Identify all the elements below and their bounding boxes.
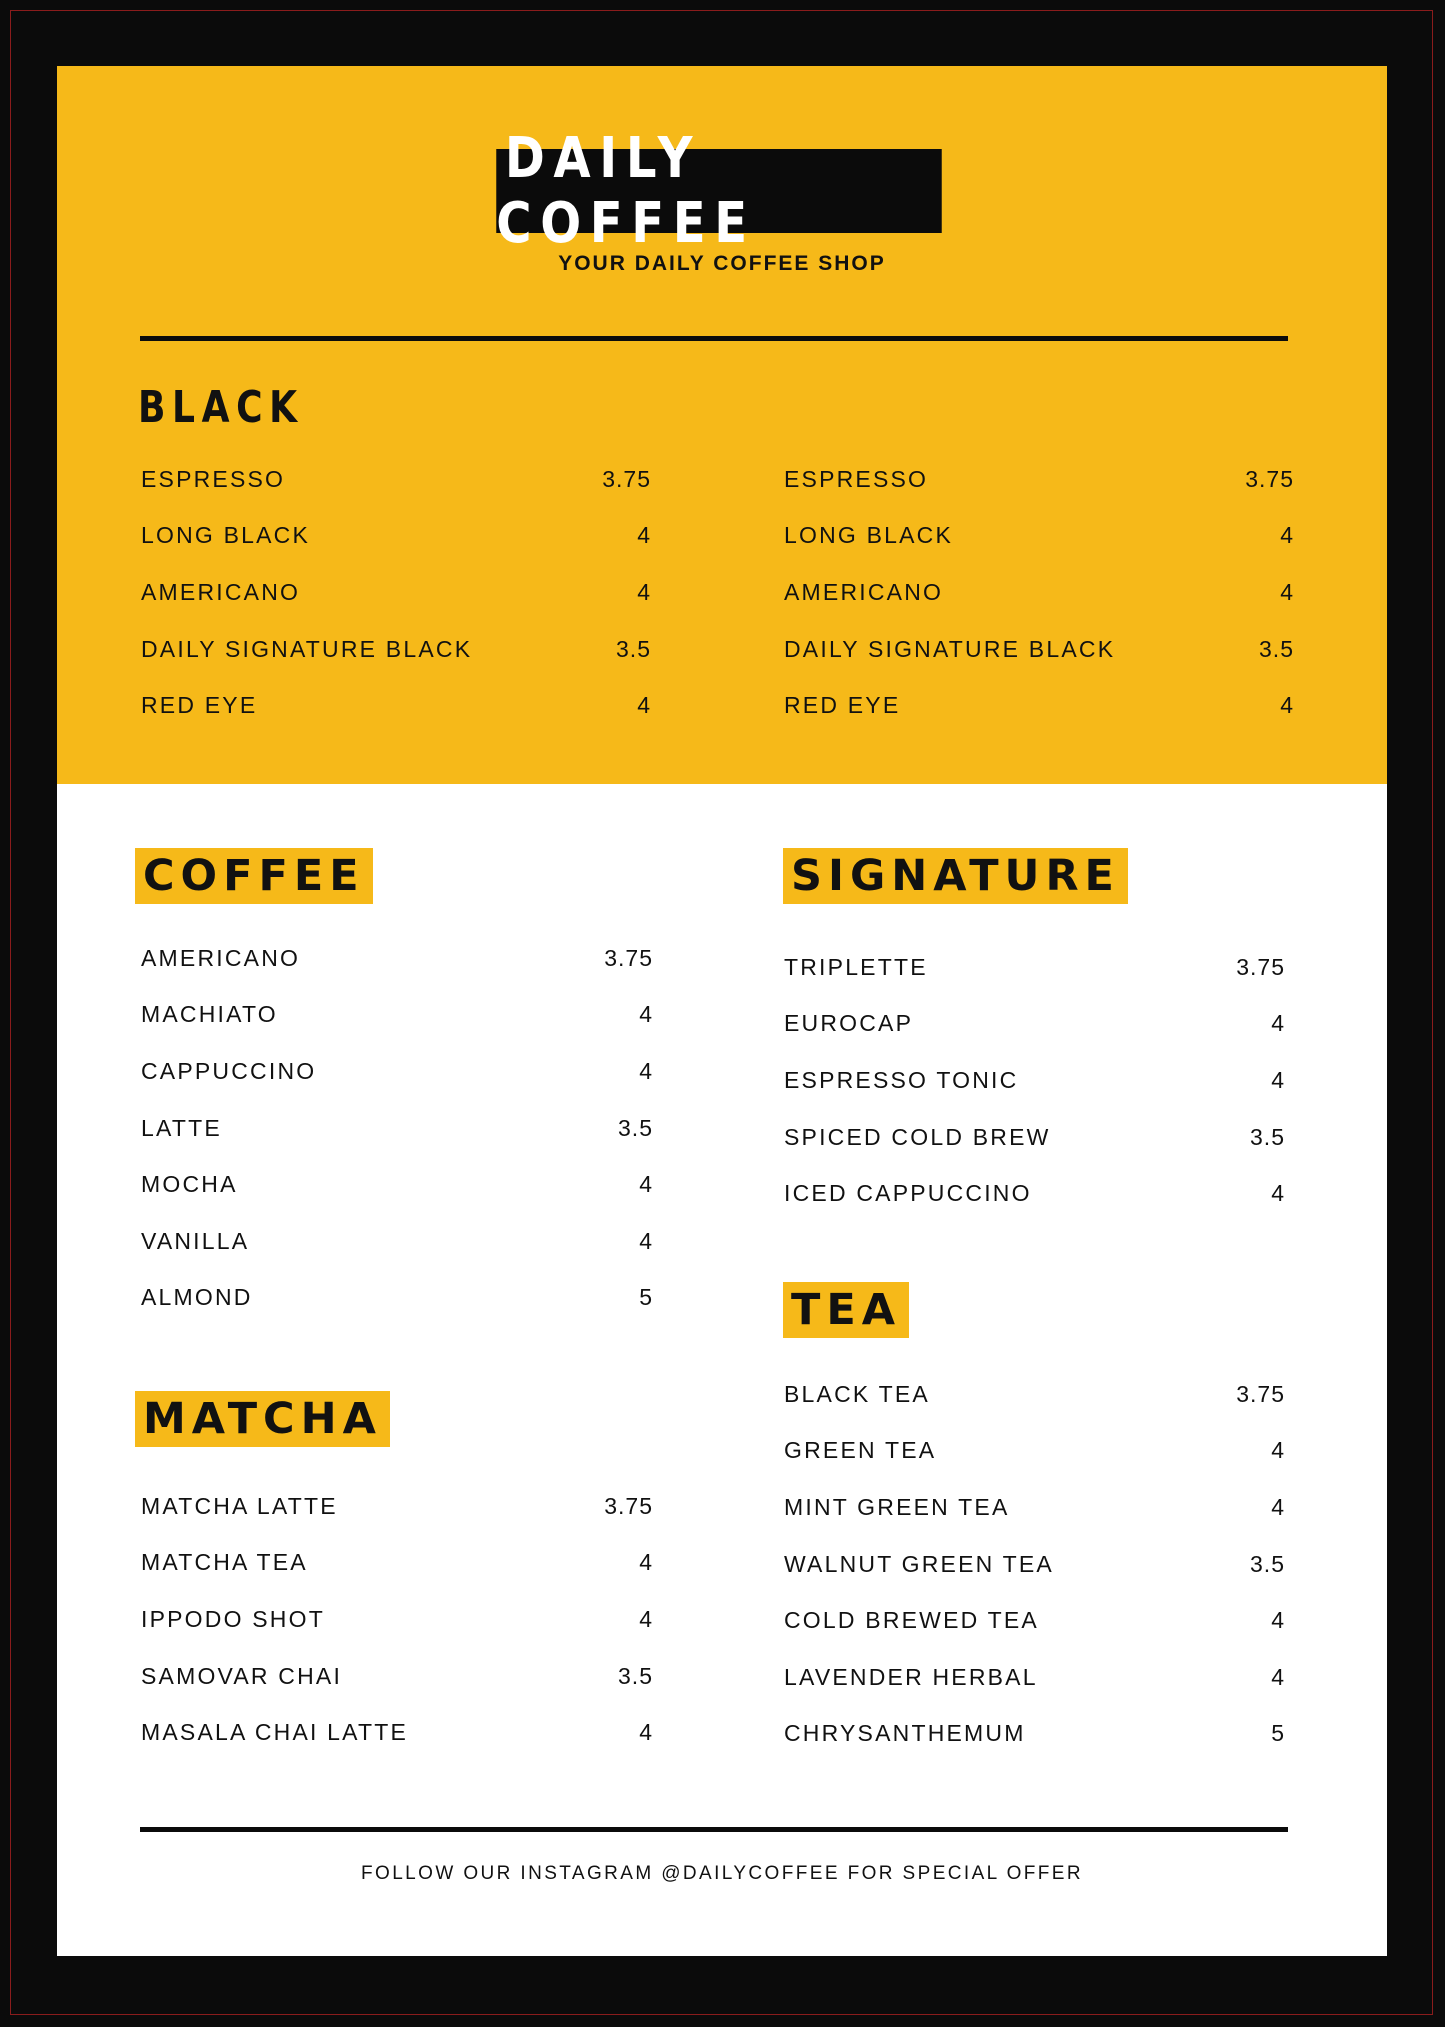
menu-item-name: SAMOVAR CHAI — [141, 1662, 343, 1689]
menu-item-price: 4 — [639, 1227, 653, 1254]
menu-item-price: 4 — [639, 1605, 653, 1632]
menu-item-price: 4 — [639, 1549, 653, 1576]
section-heading-tea: TEA — [791, 1284, 901, 1335]
menu-item-name: VANILLA — [141, 1227, 250, 1254]
menu-item-name: MATCHA LATTE — [141, 1492, 338, 1519]
menu-item — [141, 1213, 653, 1270]
footer-note: FOLLOW OUR INSTAGRAM @DAILYCOFFEE FOR SPECIAL OFFER — [361, 1863, 1083, 1884]
menu-item — [784, 1052, 1285, 1109]
menu-item-price: 3.75 — [604, 1492, 653, 1519]
menu-item-price: 4 — [1280, 522, 1294, 549]
menu-item — [141, 1591, 653, 1648]
menu-item-name: GREEN TEA — [784, 1437, 937, 1464]
menu-item-name: ESPRESSO TONIC — [784, 1066, 1019, 1093]
menu-item-price: 4 — [1271, 1493, 1285, 1520]
menu-item — [784, 677, 1294, 734]
menu-item-name: RED EYE — [141, 692, 258, 719]
menu-item — [141, 508, 651, 565]
menu-item — [784, 1706, 1285, 1763]
menu-item — [784, 1366, 1285, 1423]
section-heading-signature: SIGNATURE — [791, 850, 1120, 901]
section-heading-coffee: COFFEE — [143, 850, 365, 901]
menu-item — [784, 1423, 1285, 1480]
menu-item — [784, 1649, 1285, 1706]
menu-item-price: 5 — [1271, 1720, 1285, 1747]
menu-item — [784, 564, 1294, 621]
menu-item-price: 4 — [1271, 1663, 1285, 1690]
menu-item-name: WALNUT GREEN TEA — [784, 1550, 1054, 1577]
menu-item-name: ESPRESSO — [784, 465, 929, 492]
menu-item-price: 4 — [1280, 578, 1294, 605]
menu-item-price: 3.5 — [616, 635, 651, 662]
menu-sheet — [57, 66, 1387, 1956]
menu-item-price: 4 — [1271, 1066, 1285, 1093]
black-list-left — [141, 451, 651, 734]
matcha-list — [141, 1478, 653, 1761]
menu-item-price: 4 — [1271, 1607, 1285, 1634]
menu-item-price: 3.5 — [618, 1662, 653, 1689]
menu-item-price: 4 — [637, 578, 651, 605]
menu-item-name: CHRYSANTHEMUM — [784, 1720, 1026, 1747]
menu-item-price: 3.75 — [602, 465, 651, 492]
section-label-tea — [783, 1282, 909, 1338]
section-label-matcha — [135, 1391, 390, 1447]
menu-item-name: ESPRESSO — [141, 465, 286, 492]
menu-item-price: 5 — [639, 1284, 653, 1311]
menu-item — [141, 1043, 653, 1100]
signature-list — [784, 939, 1285, 1222]
menu-item — [141, 1704, 653, 1761]
menu-item-price: 4 — [639, 1001, 653, 1028]
menu-item — [784, 1109, 1285, 1166]
menu-item — [784, 1536, 1285, 1593]
menu-item-price: 3.5 — [1259, 635, 1294, 662]
section-label-coffee — [135, 848, 373, 904]
menu-item-price: 4 — [637, 522, 651, 549]
menu-item — [141, 1648, 653, 1705]
menu-item — [141, 987, 653, 1044]
top-divider — [140, 336, 1288, 341]
brand-name: DAILY COFFEE — [496, 149, 941, 233]
menu-item-name: ALMOND — [141, 1284, 253, 1311]
menu-item-name: MASALA CHAI LATTE — [141, 1719, 409, 1746]
menu-item-price: 3.75 — [1245, 465, 1294, 492]
menu-item-price: 4 — [637, 692, 651, 719]
menu-item — [141, 451, 651, 508]
menu-item — [784, 1592, 1285, 1649]
menu-item — [784, 1165, 1285, 1222]
menu-item-name: BLACK TEA — [784, 1380, 930, 1407]
menu-item-name: RED EYE — [784, 692, 901, 719]
section-label-signature — [783, 848, 1128, 904]
menu-item-price: 4 — [639, 1719, 653, 1746]
menu-item-price: 3.5 — [1250, 1123, 1285, 1150]
menu-item-name: IPPODO SHOT — [141, 1605, 325, 1632]
brand-tagline: YOUR DAILY COFFEE SHOP — [558, 252, 886, 275]
menu-item-name: AMERICANO — [784, 578, 944, 605]
menu-item-name: AMERICANO — [141, 944, 301, 971]
menu-item-name: MINT GREEN TEA — [784, 1493, 1010, 1520]
menu-item-name: LONG BLACK — [784, 522, 953, 549]
menu-item-name: ICED CAPPUCCINO — [784, 1180, 1032, 1207]
menu-item — [141, 1100, 653, 1157]
menu-item-name: MATCHA TEA — [141, 1549, 308, 1576]
menu-item — [784, 939, 1285, 996]
menu-item-price: 4 — [1271, 1437, 1285, 1464]
menu-item — [784, 996, 1285, 1053]
menu-item-price: 4 — [1271, 1010, 1285, 1037]
black-list-right — [784, 451, 1294, 734]
menu-item-name: LATTE — [141, 1114, 222, 1141]
menu-item-name: DAILY SIGNATURE BLACK — [141, 635, 473, 662]
menu-item — [784, 1479, 1285, 1536]
menu-item-price: 4 — [639, 1057, 653, 1084]
menu-item — [141, 621, 651, 678]
menu-item-name: AMERICANO — [141, 578, 301, 605]
bottom-divider — [140, 1827, 1288, 1832]
menu-item — [784, 451, 1294, 508]
section-heading-matcha: MATCHA — [143, 1393, 382, 1444]
menu-item — [141, 930, 653, 987]
menu-item-name: DAILY SIGNATURE BLACK — [784, 635, 1116, 662]
menu-item-price: 3.5 — [618, 1114, 653, 1141]
menu-item-price: 3.5 — [1250, 1550, 1285, 1577]
menu-item-name: SPICED COLD BREW — [784, 1123, 1051, 1150]
menu-item — [141, 1270, 653, 1327]
menu-item-name: TRIPLETTE — [784, 953, 928, 980]
menu-item-name: CAPPUCCINO — [141, 1057, 317, 1084]
menu-item-price: 3.75 — [1236, 953, 1285, 980]
menu-item-name: EUROCAP — [784, 1010, 914, 1037]
menu-item-name: LONG BLACK — [141, 522, 310, 549]
menu-item — [141, 677, 651, 734]
menu-item — [141, 564, 651, 621]
menu-item — [784, 621, 1294, 678]
menu-item-price: 3.75 — [1236, 1380, 1285, 1407]
menu-item-name: LAVENDER HERBAL — [784, 1663, 1038, 1690]
menu-item — [141, 1156, 653, 1213]
menu-item-price: 4 — [639, 1171, 653, 1198]
menu-item — [784, 508, 1294, 565]
menu-item-name: COLD BREWED TEA — [784, 1607, 1039, 1634]
menu-item-price: 3.75 — [604, 944, 653, 971]
menu-item — [141, 1478, 653, 1535]
menu-item — [141, 1535, 653, 1592]
menu-item-name: MOCHA — [141, 1171, 238, 1198]
menu-item-name: MACHIATO — [141, 1001, 278, 1028]
coffee-list — [141, 930, 653, 1326]
menu-item-price: 4 — [1271, 1180, 1285, 1207]
tea-list — [784, 1366, 1285, 1762]
section-heading-black: BLACK — [138, 382, 304, 433]
menu-item-price: 4 — [1280, 692, 1294, 719]
